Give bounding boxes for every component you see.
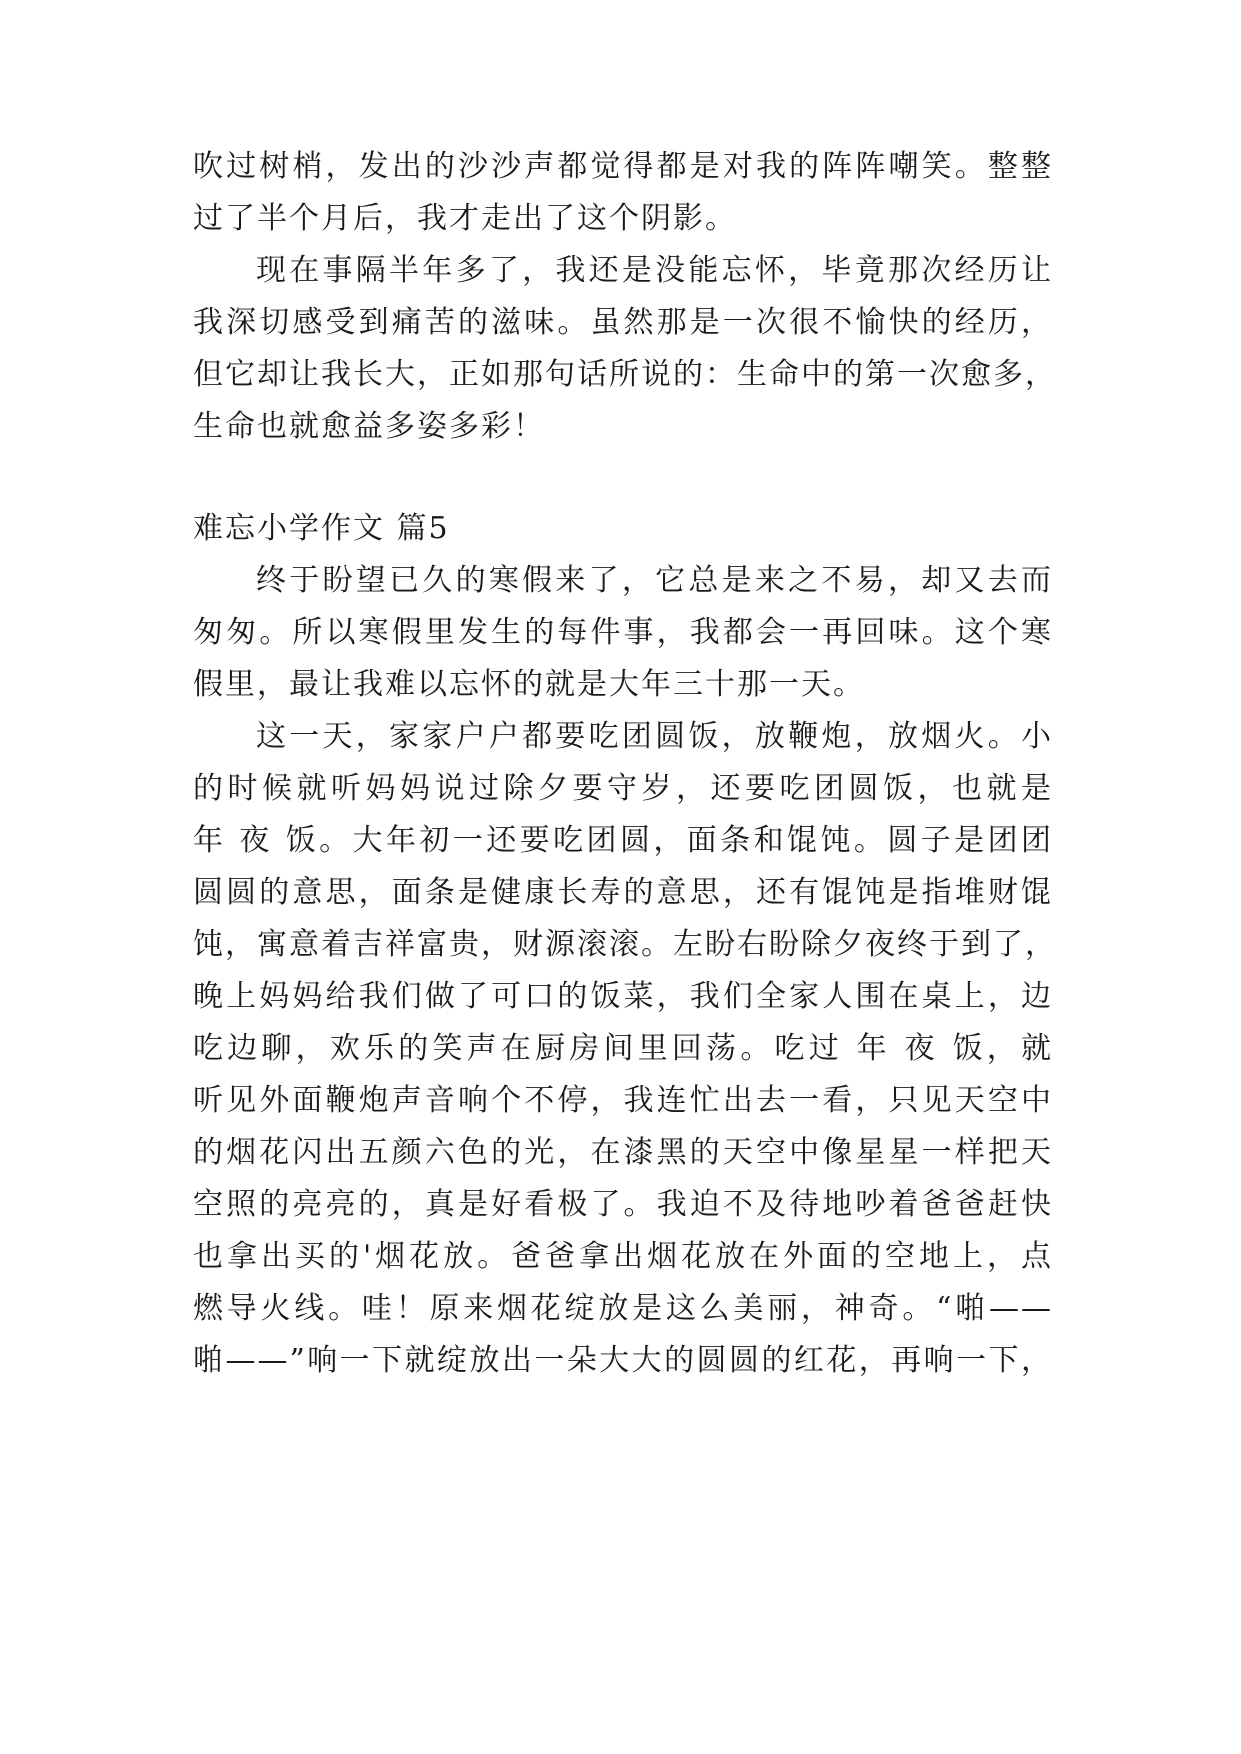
text-line: 也拿出买的'烟花放。爸爸拿出烟花放在外面的空地上，点 <box>193 1239 1053 1274</box>
text-line: 燃导火线。哇！原来烟花绽放是这么美丽，神奇。“啪—— <box>193 1291 1053 1326</box>
text-line: 终于盼望已久的寒假来了，它总是来之不易，却又去而 <box>256 563 1053 598</box>
text-line: 但它却让我长大，正如那句话所说的：生命中的第一次愈多， <box>193 357 1057 392</box>
text-line: 这一天，家家户户都要吃团圆饭，放鞭炮，放烟火。小 <box>256 719 1053 754</box>
text-line: 啪——”响一下就绽放出一朵大大的圆圆的红花，再响一下， <box>193 1343 1053 1378</box>
text-line: 空照的亮亮的，真是好看极了。我迫不及待地吵着爸爸赶快 <box>193 1187 1053 1222</box>
text-line: 吃边聊，欢乐的笑声在厨房间里回荡。吃过 年 夜 饭，就 <box>193 1031 1053 1066</box>
section-heading: 难忘小学作文 篇5 <box>193 511 450 546</box>
text-line: 匆匆。所以寒假里发生的每件事，我都会一再回味。这个寒 <box>193 615 1053 650</box>
text-line: 年 夜 饭。大年初一还要吃团圆，面条和馄饨。圆子是团团 <box>193 823 1053 858</box>
text-line: 的烟花闪出五颜六色的光，在漆黑的天空中像星星一样把天 <box>193 1135 1053 1170</box>
text-line: 晚上妈妈给我们做了可口的饭菜，我们全家人围在桌上，边 <box>193 979 1053 1014</box>
text-line: 我深切感受到痛苦的滋味。虽然那是一次很不愉快的经历， <box>193 305 1053 340</box>
text-line: 的时候就听妈妈说过除夕要守岁，还要吃团圆饭，也就是 <box>193 771 1053 806</box>
text-line: 听见外面鞭炮声音响个不停，我连忙出去一看，只见天空中 <box>193 1083 1053 1118</box>
text-line: 吹过树梢，发出的沙沙声都觉得都是对我的阵阵嘲笑。整整 <box>193 149 1053 184</box>
text-line: 饨，寓意着吉祥富贵，财源滚滚。左盼右盼除夕夜终于到了， <box>193 927 1057 962</box>
text-line: 圆圆的意思，面条是健康长寿的意思，还有馄饨是指堆财馄 <box>193 875 1053 910</box>
text-line: 生命也就愈益多姿多彩！ <box>193 409 545 444</box>
text-line: 过了半个月后，我才走出了这个阴影。 <box>193 201 737 236</box>
text-line: 假里，最让我难以忘怀的就是大年三十那一天。 <box>193 667 865 702</box>
text-line: 现在事隔半年多了，我还是没能忘怀，毕竟那次经历让 <box>256 253 1053 288</box>
